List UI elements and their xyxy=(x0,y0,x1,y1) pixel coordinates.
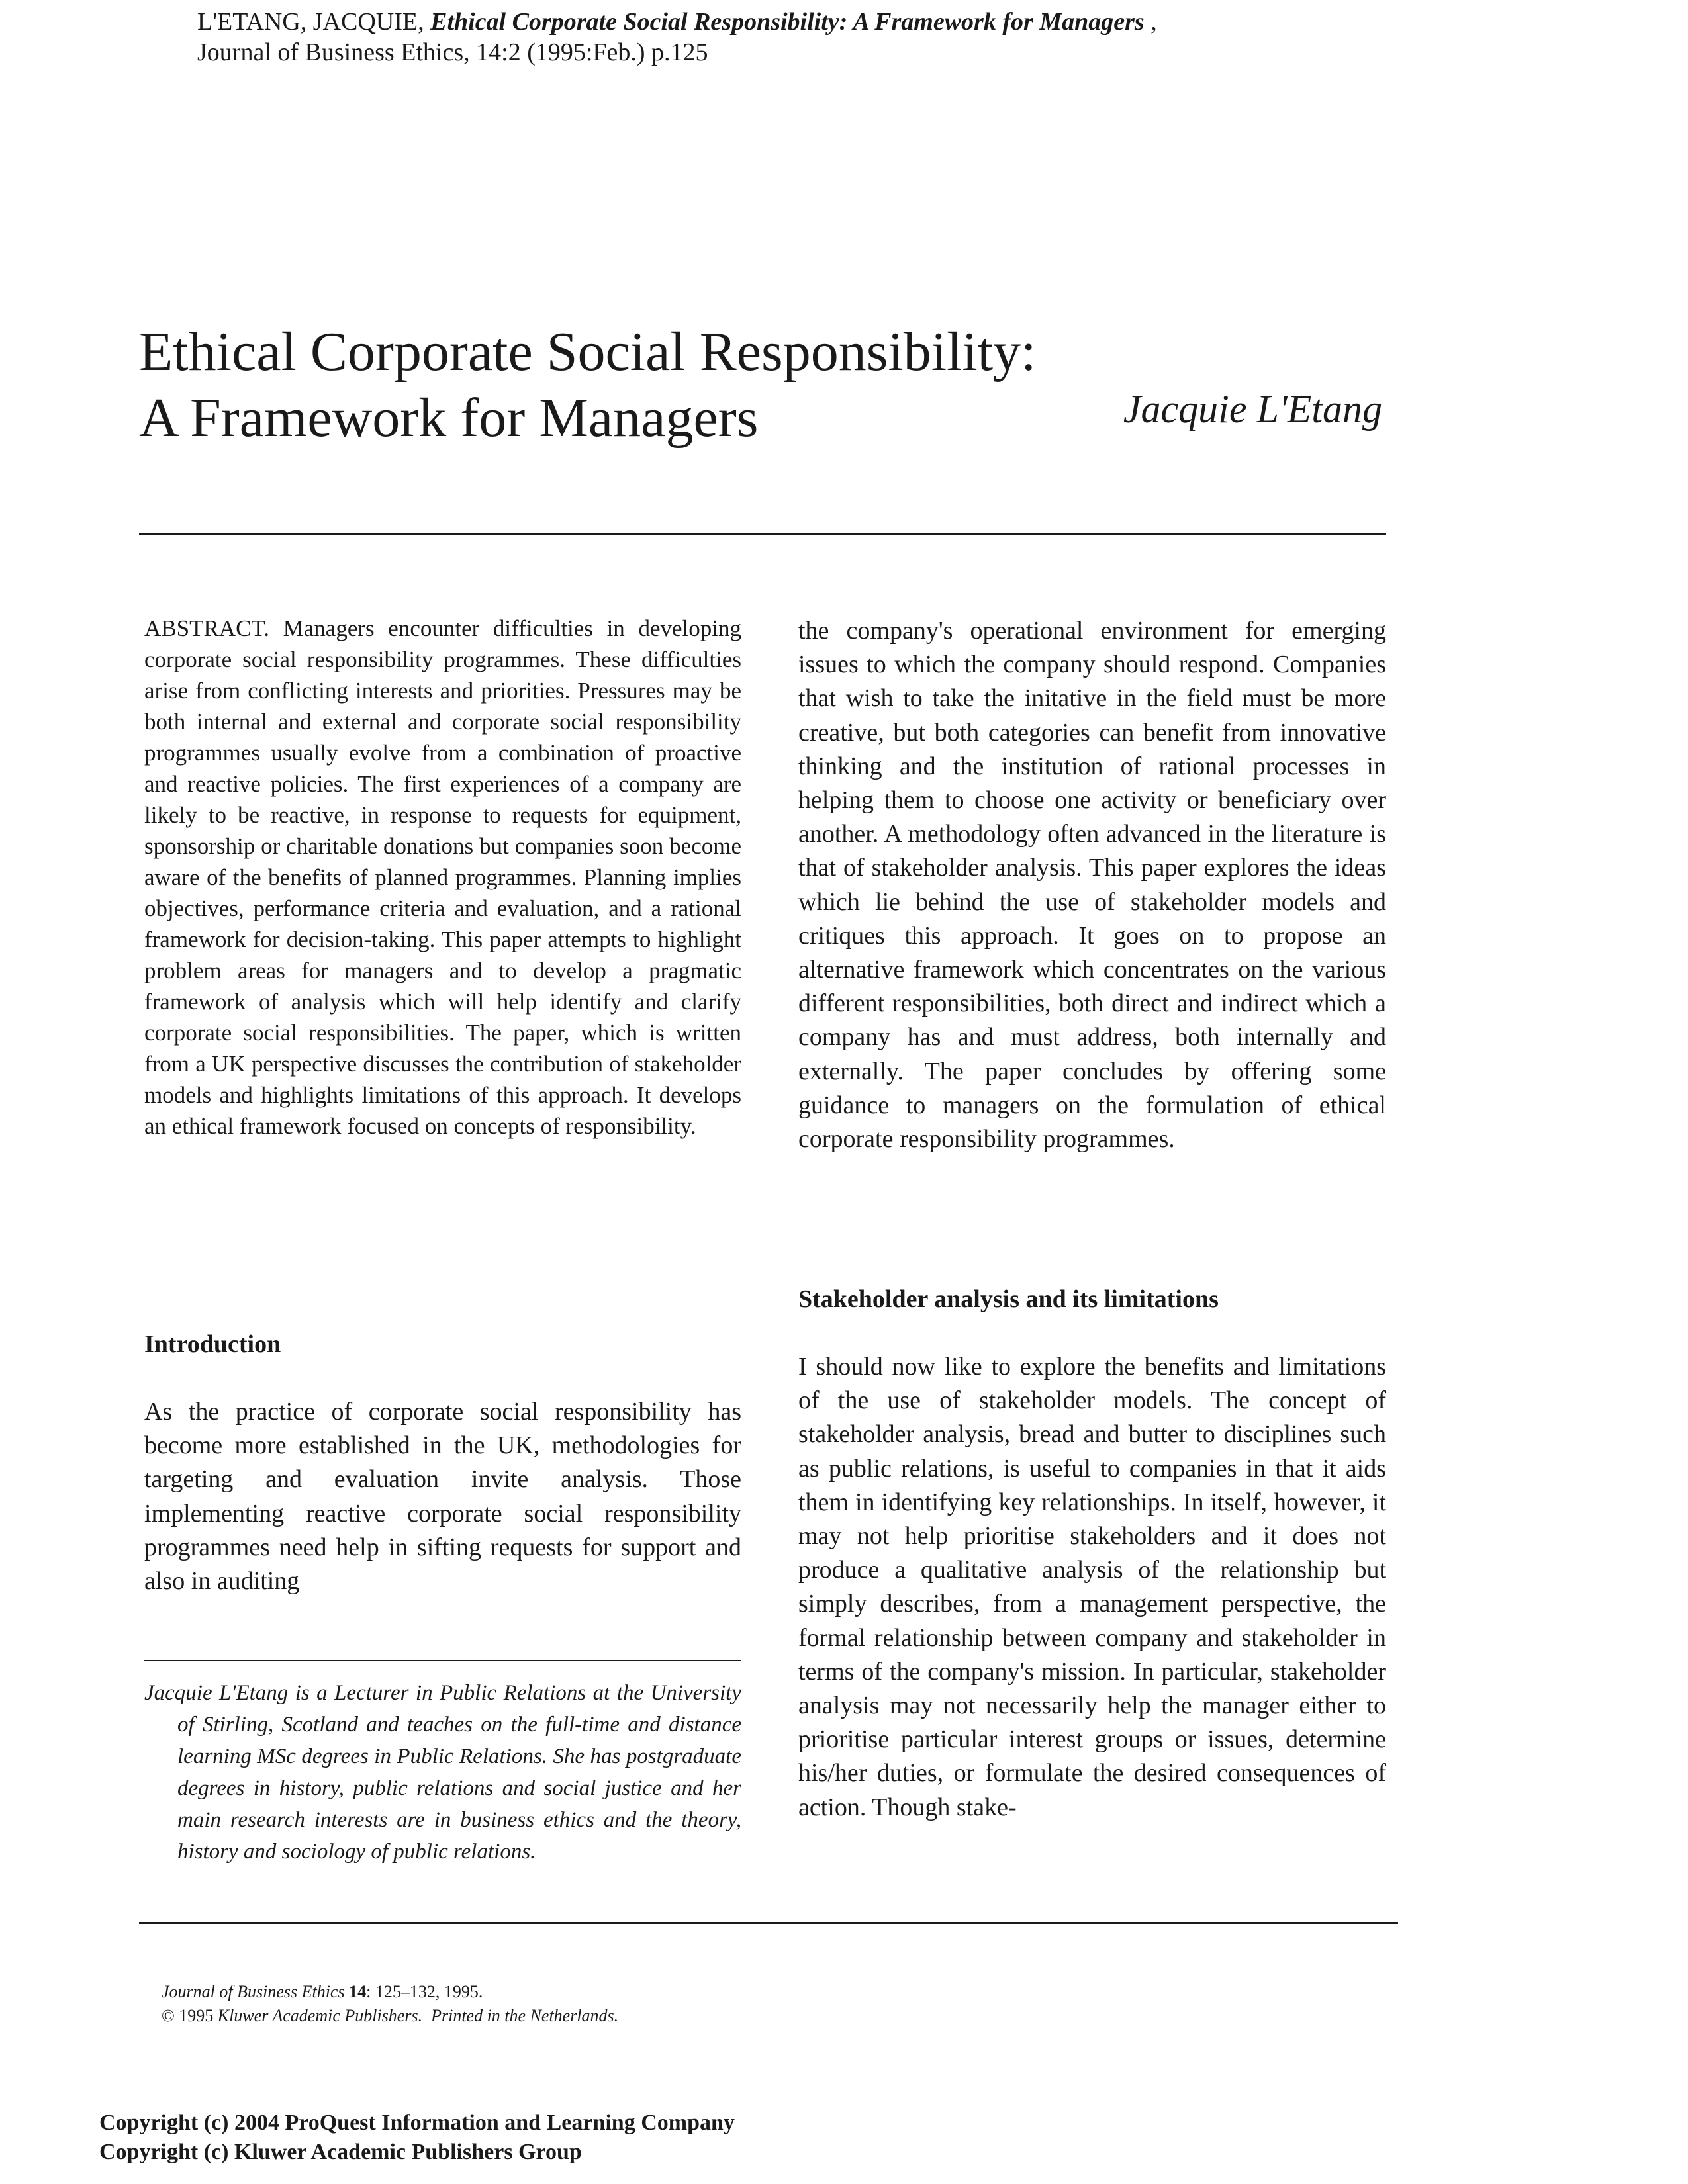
citation-title: Ethical Corporate Social Responsibility: A Framework for Managers xyxy=(430,8,1145,36)
publisher-name: Kluwer Academic Publishers. xyxy=(217,2006,423,2025)
citation-header xyxy=(197,7,1157,68)
printed-location: Printed in the Netherlands. xyxy=(431,2006,619,2025)
copyright-line-1: Copyright (c) 2004 ProQuest Information and Learning Company xyxy=(99,2111,735,2135)
stakeholder-heading: Stakeholder analysis and its limitations xyxy=(798,1285,1219,1313)
citation-author: L'ETANG, JACQUIE, xyxy=(197,8,424,36)
author-bio-text: Jacquie L'Etang is a Lecturer in Public Relations at the University of Stirling, Scotland and teaches on the full-time and distance learning MSc degrees in Public Relations. She has postgraduate degrees in history, public relations and social justice and her main research interests are in business ethics and the theory, history and sociology of public relations. xyxy=(144,1681,741,1864)
journal-line-2 xyxy=(162,2004,618,2028)
abstract-continued: the company's operational environment for emerging issues to which the company should respond. Companies that wish to take the initative in the field must be more creative, but both categories can benefit from innovative thinking and the institution of rational processes in helping them to choose one activity or beneficiary over another. A methodology often advanced in the literature is that of stakeholder analysis. This paper explores the ideas which lie behind the use of stakeholder models and critiques this approach. It goes on to propose an alternative framework which concentrates on the various different responsibilities, both direct and indirect which a company has and must address, both internally and externally. The paper concludes by offering some guidance to managers on the formulation of ethical corporate responsibility programmes. xyxy=(798,617,1386,1154)
footer-divider xyxy=(139,1922,1398,1924)
title-divider xyxy=(139,533,1386,535)
citation-line-1 xyxy=(197,7,1157,37)
copyright-line-2: Copyright (c) Kluwer Academic Publishers Group xyxy=(99,2140,582,2164)
journal-info xyxy=(162,1980,618,2028)
journal-pages: : 125–132, 1995. xyxy=(366,1982,483,2001)
copyright-block xyxy=(99,2109,735,2167)
journal-name: Journal of Business Ethics xyxy=(162,1982,345,2001)
article-title xyxy=(139,319,1036,451)
stakeholder-text: I should now like to explore the benefits and limitations of the use of stakeholder models. The concept of stakeholder analysis, bread and butter to disciplines such as public relations, is useful to companies in that it aids them in identifying key relationships. In itself, however, it may not help prioritise stakeholders and it does not produce a qualitative analysis of the relationship but simply describes, from a management perspective, the formal relationship between company and stakeholder in terms of the company's mission. In particular, stakeholder analysis may not necessarily help the manager either to prioritise particular interest groups or issues, determine his/her duties, or formulate the desired consequences of action. Though stake- xyxy=(798,1353,1386,1821)
article-title-line-1: Ethical Corporate Social Responsibility: xyxy=(139,321,1037,383)
citation-title-suffix: , xyxy=(1144,8,1157,36)
journal-volume: 14 xyxy=(349,1982,367,2001)
introduction-heading: Introduction xyxy=(144,1330,281,1358)
introduction-text: As the practice of corporate social responsibility has become more established in the UK, methodologies for targeting and evaluation invite analysis. Those implementing reactive corporate social responsibility programmes need help in sifting requests for support and also in auditing xyxy=(144,1398,741,1596)
journal-line-1 xyxy=(162,1980,618,2004)
abstract: ABSTRACT. Managers encounter difficulties in developing corporate social responsibility programmes. These difficulties arise from conflicting interests and priorities. Pressures may be both internal and external and corporate social responsibility programmes usually evolve from a combination of proactive and reactive policies. The first experiences of a company are likely to be reactive, in response to requests for equipment, sponsorship or charitable donations but companies soon become aware of the benefits of planned programmes. Planning implies objectives, performance criteria and evaluation, and a rational framework for decision-taking. This paper attempts to highlight problem areas for managers and to develop a pragmatic framework of analysis which will help identify and clarify corporate social responsibilities. The paper, which is written from a UK perspective discusses the contribution of stakeholder models and highlights limitations of this approach. It develops an ethical framework focused on concepts of responsibility. xyxy=(144,615,741,1139)
author-bio xyxy=(144,1677,741,1868)
article-title-line-2: A Framework for Managers xyxy=(139,387,759,449)
footnote-divider xyxy=(144,1660,741,1661)
copyright-symbol-year: © 1995 xyxy=(162,2006,214,2025)
article-author: Jacquie L'Etang xyxy=(1123,387,1382,431)
citation-source: Journal of Business Ethics, 14:2 (1995:Feb.) p.125 xyxy=(197,38,708,66)
